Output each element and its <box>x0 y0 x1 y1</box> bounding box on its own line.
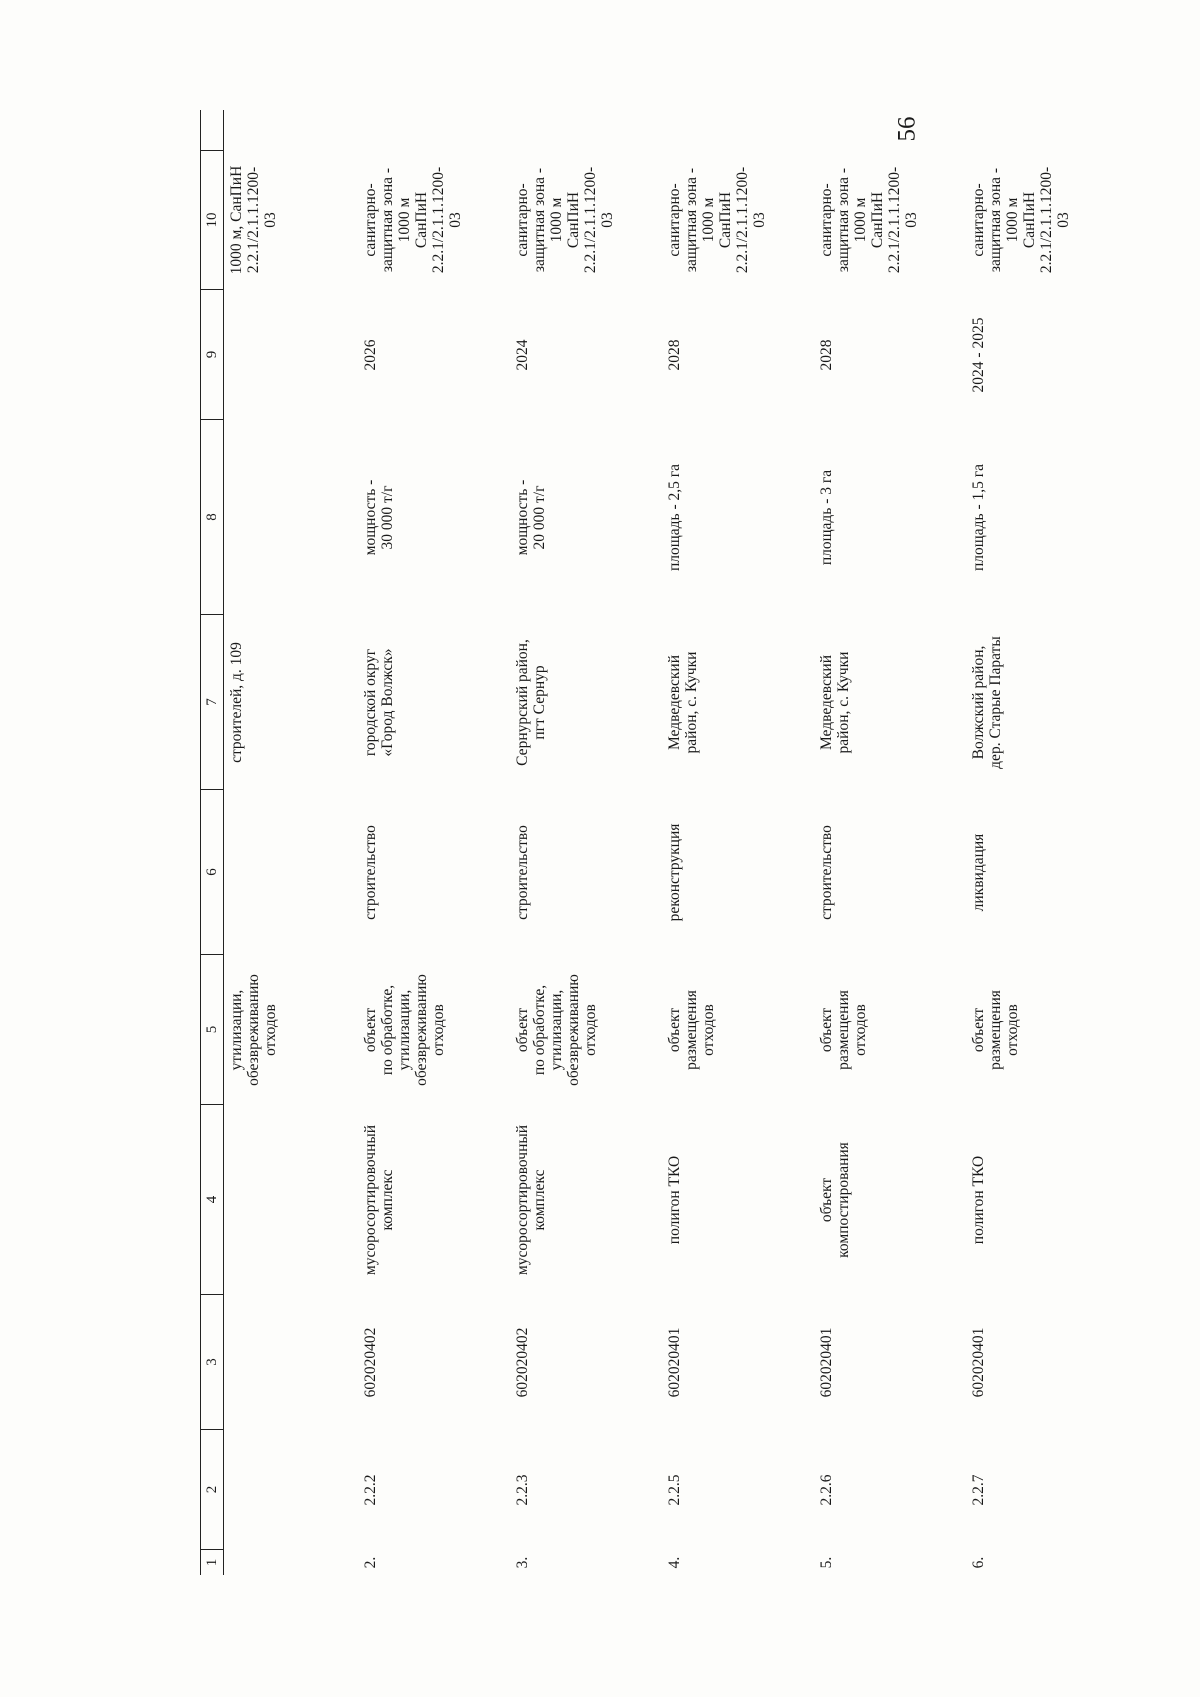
page-number: 56 <box>893 116 921 142</box>
cell-object-type: объект по обработке, утилизации, обезвреживанию отходов <box>362 974 447 1086</box>
cell-sanitary-zone: санитарно- защитная зона - 1000 м СанПиН 2.2.1/2.1.1.1200- 03 <box>666 166 768 274</box>
cell-classifier: 602020402 <box>362 1327 379 1398</box>
cell-object-name: объект компостирования <box>818 1142 852 1258</box>
table-header-row <box>200 110 224 1575</box>
cell-sanitary-zone: санитарно- защитная зона - 1000 м СанПиН 2.2.1/2.1.1.1200- 03 <box>514 166 616 274</box>
cell-location: строителей, д. 109 <box>228 642 245 763</box>
cell-year: 2026 <box>362 339 379 371</box>
cell-action: реконструкция <box>666 823 683 922</box>
cell-classifier: 602020401 <box>818 1327 835 1398</box>
cell-action: ликвидация <box>970 833 987 912</box>
cell-object-type: объект размещения отходов <box>666 990 717 1070</box>
cell-object-type: объект по обработке, утилизации, обезвреживанию отходов <box>514 974 599 1086</box>
cell-number: 5. <box>818 1556 835 1569</box>
cell-classifier: 602020401 <box>970 1327 987 1398</box>
cell-location: Медведевский район, с. Кучки <box>818 651 852 754</box>
cell-year: 2028 <box>666 339 683 371</box>
cell-code: 2.2.2 <box>362 1474 379 1506</box>
header-col-2: 2 <box>201 1430 223 1550</box>
cell-code: 2.2.3 <box>514 1474 531 1506</box>
cell-number: 6. <box>970 1556 987 1569</box>
header-col-5: 5 <box>201 955 223 1105</box>
cell-capacity: мощность - 20 000 т/г <box>514 479 548 556</box>
cell-year: 2024 <box>514 339 531 371</box>
cell-object-name: полигон ТКО <box>666 1155 683 1245</box>
cell-year: 2024 - 2025 <box>970 317 987 393</box>
cell-classifier: 602020401 <box>666 1327 683 1398</box>
cell-capacity: площадь - 1,5 га <box>970 464 987 571</box>
cell-capacity: мощность - 30 000 т/г <box>362 479 396 556</box>
cell-action: строительство <box>514 825 531 920</box>
cell-sanitary-zone: 1000 м, СанПиН 2.2.1/2.1.1.1200- 03 <box>228 165 279 275</box>
cell-object-type: объект размещения отходов <box>970 990 1021 1070</box>
cell-number: 3. <box>514 1556 531 1569</box>
cell-capacity: площадь - 2,5 га <box>666 464 683 571</box>
cell-location: городской округ «Город Волжск» <box>362 648 396 757</box>
header-col-7: 7 <box>201 615 223 790</box>
table-wrapper <box>200 110 1072 1575</box>
cell-object-type: утилизации, обезвреживанию отходов <box>228 974 279 1086</box>
cell-sanitary-zone: санитарно- защитная зона - 1000 м СанПиН 2.2.1/2.1.1.1200- 03 <box>970 166 1072 274</box>
waste-objects-table <box>200 110 1072 1575</box>
cell-object-type: объект размещения отходов <box>818 990 869 1070</box>
header-col-1: 1 <box>204 1558 220 1567</box>
cell-action: строительство <box>362 825 379 920</box>
cell-object-name: мусоросортировочный комплекс <box>362 1124 396 1276</box>
cell-classifier: 602020402 <box>514 1327 531 1398</box>
header-col-8: 8 <box>201 420 223 615</box>
header-col-9: 9 <box>201 290 223 420</box>
cell-sanitary-zone: санитарно- защитная зона - 1000 м СанПиН 2.2.1/2.1.1.1200- 03 <box>818 166 920 274</box>
cell-location: Медведевский район, с. Кучки <box>666 651 700 754</box>
cell-code: 2.2.7 <box>970 1474 987 1506</box>
cell-location: Волжский район, дер. Старые Параты <box>970 636 1004 769</box>
cell-object-name: мусоросортировочный комплекс <box>514 1124 548 1276</box>
cell-year: 2028 <box>818 339 835 371</box>
cell-sanitary-zone: санитарно- защитная зона - 1000 м СанПиН 2.2.1/2.1.1.1200- 03 <box>362 166 464 274</box>
header-col-4: 4 <box>201 1105 223 1295</box>
cell-location: Сернурский район, пгт Сернур <box>514 639 548 766</box>
header-col-6: 6 <box>201 790 223 955</box>
cell-object-name: полигон ТКО <box>970 1155 987 1245</box>
cell-code: 2.2.6 <box>818 1474 835 1506</box>
cell-code: 2.2.5 <box>666 1474 683 1506</box>
cell-capacity: площадь - 3 га <box>818 469 835 566</box>
cell-number: 2. <box>362 1556 379 1569</box>
header-col-10: 10 <box>201 150 223 290</box>
cell-action: строительство <box>818 825 835 920</box>
cell-number: 4. <box>666 1556 683 1569</box>
header-col-3: 3 <box>201 1295 223 1430</box>
